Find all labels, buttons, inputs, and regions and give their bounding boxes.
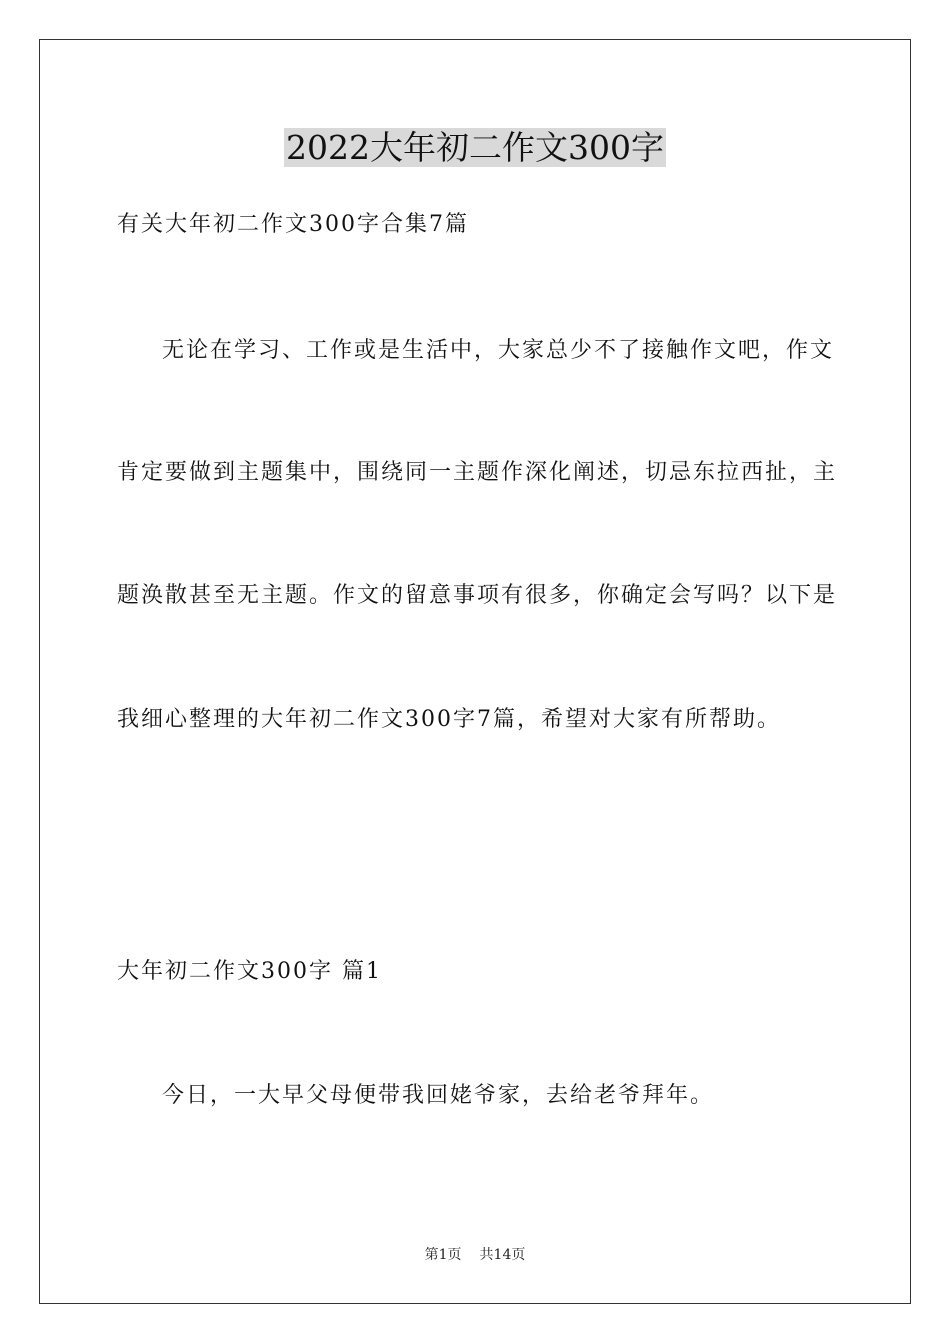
intro-line-4: 我细心整理的大年初二作文300字7篇，希望对大家有所帮助。 xyxy=(117,707,781,732)
document-title xyxy=(0,126,950,170)
intro-line-2: 肯定要做到主题集中，围绕同一主题作深化阐述，切忌东拉西扯，主 xyxy=(117,460,838,485)
page-footer xyxy=(0,1246,950,1264)
section-paragraph-line-1: 今日，一大早父母便带我回姥爷家，去给老爷拜年。 xyxy=(162,1083,715,1108)
page-number-current: 第1页 xyxy=(424,1247,462,1263)
intro-line-3: 题涣散甚至无主题。作文的留意事项有很多，你确定会写吗？以下是 xyxy=(117,583,838,608)
document-subtitle: 有关大年初二作文300字合集7篇 xyxy=(117,212,469,237)
document-title-text: 2022大年初二作文300字 xyxy=(286,128,664,167)
page-number-total: 共14页 xyxy=(479,1247,526,1263)
intro-line-1: 无论在学习、工作或是生活中，大家总少不了接触作文吧，作文 xyxy=(162,338,835,363)
section-heading: 大年初二作文300字 篇1 xyxy=(117,959,382,984)
